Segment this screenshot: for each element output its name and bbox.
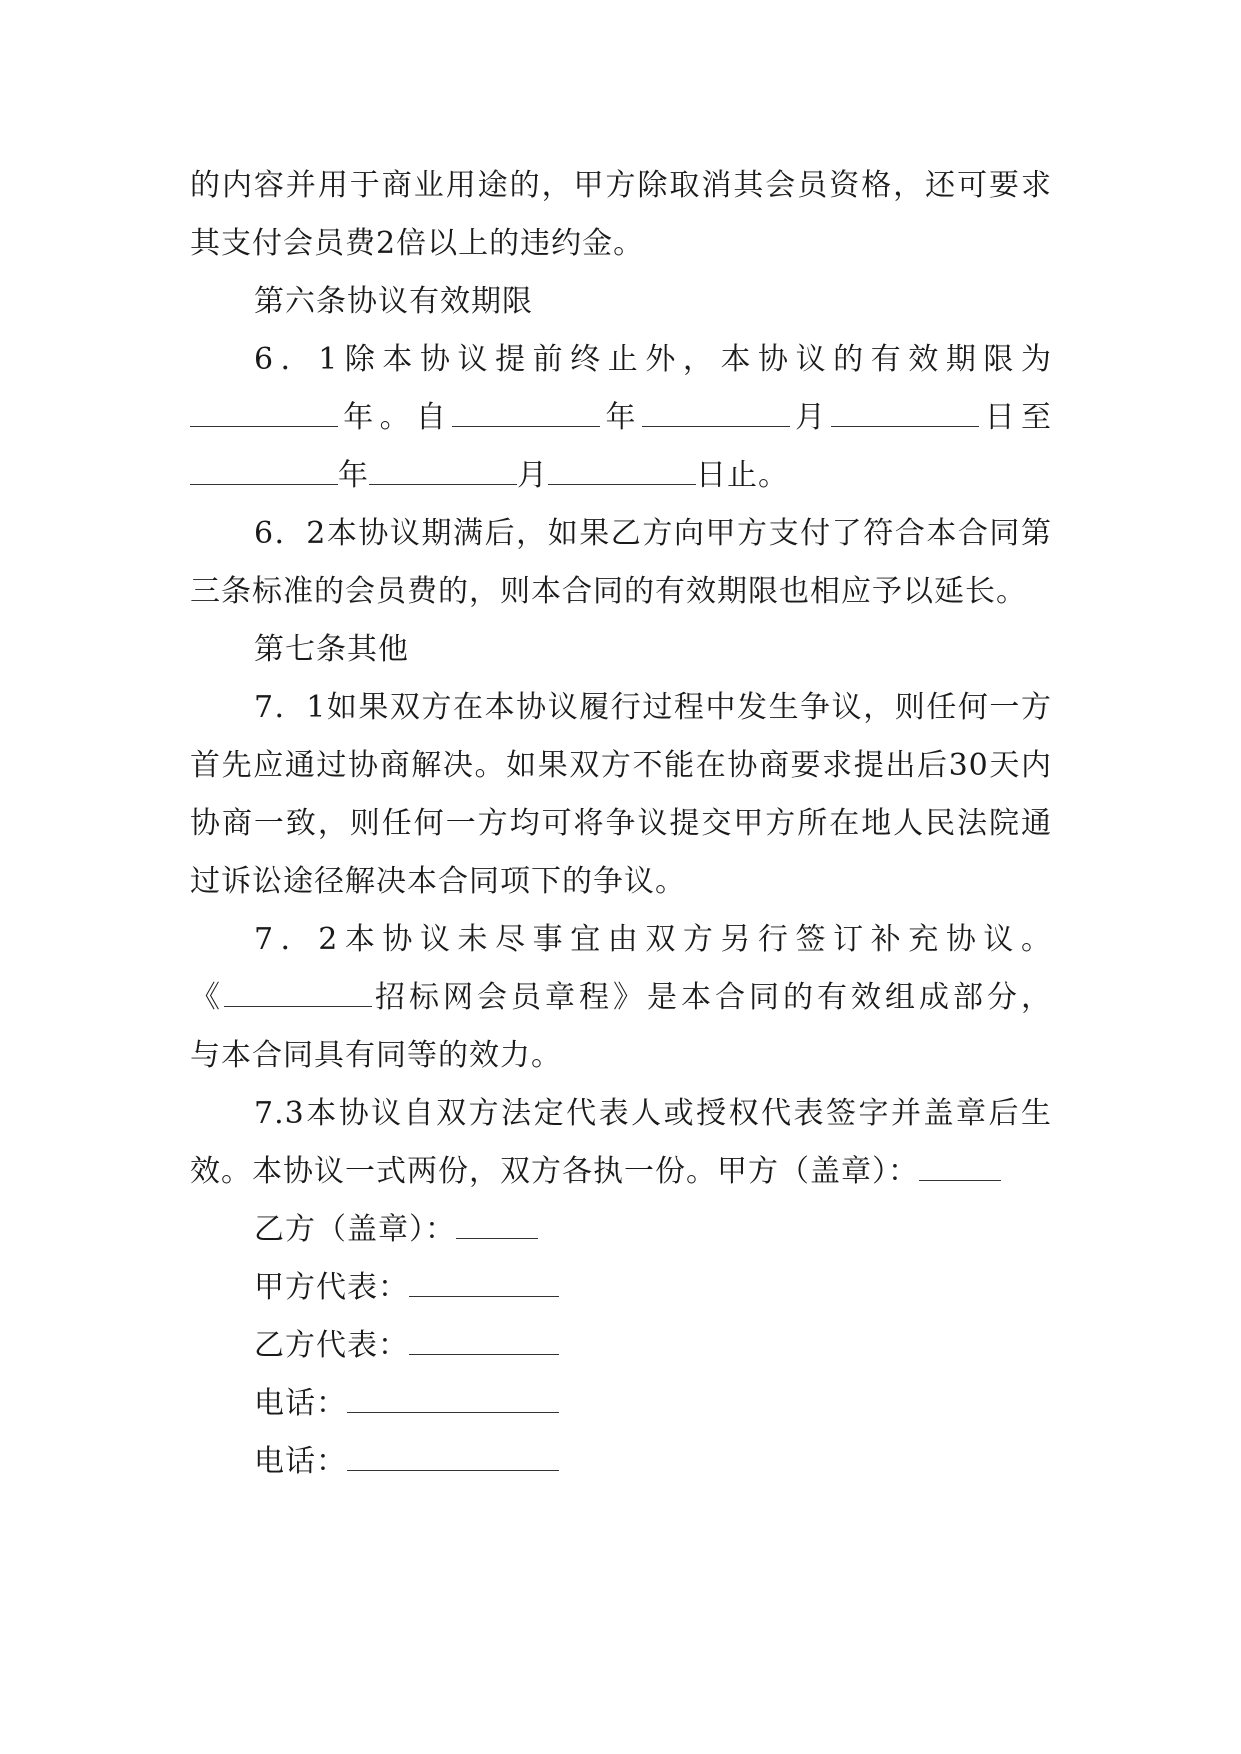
- clause-text: 6．1除本协议提前终止外，本协议的有效期限为: [254, 342, 1052, 377]
- clause-6-2: [190, 505, 1052, 621]
- party-a-seal-blank[interactable]: [919, 1154, 1001, 1181]
- signature-phone-1: [190, 1375, 1052, 1433]
- clause-text: 招标网会员章程》是本合同的有效组成部分，: [372, 980, 1052, 1015]
- clause-text: 日至: [979, 400, 1053, 435]
- clause-text: 日止。: [696, 458, 789, 493]
- document-body: [190, 157, 1052, 1491]
- end-month-blank[interactable]: [369, 458, 517, 485]
- signature-party-b-rep: [190, 1317, 1052, 1375]
- clause-7-1: [190, 679, 1052, 911]
- start-month-blank[interactable]: [642, 400, 790, 427]
- bidding-site-name-blank[interactable]: [224, 980, 372, 1007]
- phone-1-blank[interactable]: [347, 1386, 559, 1413]
- signature-party-b-seal: [190, 1201, 1052, 1259]
- signature-label: 甲方代表：: [254, 1270, 409, 1305]
- clause-text: 年: [338, 458, 369, 493]
- signature-phone-2: [190, 1433, 1052, 1491]
- end-day-blank[interactable]: [548, 458, 696, 485]
- phone-2-blank[interactable]: [347, 1444, 559, 1471]
- end-year-blank[interactable]: [190, 458, 338, 485]
- clause-text: 7.3本协议自双方法定代表人或授权代表签字并盖章后生效。本协议一式两份，双方各执一份。甲方（盖章）：: [190, 1096, 1052, 1189]
- section-heading-7: [190, 621, 1052, 679]
- clause-text: 7．2本协议未尽事宜由双方另行签订补充协议。: [254, 922, 1052, 957]
- party-b-seal-blank[interactable]: [456, 1212, 538, 1239]
- signature-label: 电话：: [254, 1386, 347, 1421]
- clause-text: 6．2本协议期满后，如果乙方向甲方支付了符合本合同第三条标准的会员费的，则本合同的有效期限也相应予以延长。: [190, 516, 1052, 609]
- clause-text: 月: [789, 400, 832, 435]
- clause-text: 《: [190, 980, 224, 1015]
- clause-7-2-line-2: [190, 969, 1052, 1027]
- start-year-blank[interactable]: [452, 400, 600, 427]
- party-b-rep-blank[interactable]: [409, 1328, 559, 1355]
- term-years-blank[interactable]: [190, 400, 338, 427]
- clause-7-2-line-1: [190, 911, 1052, 969]
- heading-text: 第七条其他: [254, 632, 409, 667]
- clause-6-1-line-2: [190, 389, 1052, 447]
- clause-7-3: [190, 1085, 1052, 1201]
- party-a-rep-blank[interactable]: [409, 1270, 559, 1297]
- clause-6-1-line-3: [190, 447, 1052, 505]
- clause-text: 年: [600, 400, 642, 435]
- clause-text: 7．1如果双方在本协议履行过程中发生争议，则任何一方首先应通过协商解决。如果双方不能在协商要求提出后30天内协商一致，则任何一方均可将争议提交甲方所在地人民法院通过诉讼途径解决本合同项下的争议。: [190, 690, 1052, 899]
- signature-label: 乙方（盖章）：: [254, 1212, 456, 1247]
- clause-6-1-line-1: [190, 331, 1052, 389]
- signature-label: 乙方代表：: [254, 1328, 409, 1363]
- clause-text: 年。自: [338, 400, 453, 435]
- paragraph-text: 的内容并用于商业用途的，甲方除取消其会员资格，还可要求其支付会员费2倍以上的违约金。: [190, 168, 1052, 261]
- heading-text: 第六条协议有效期限: [254, 284, 533, 319]
- signature-label: 电话：: [254, 1444, 347, 1479]
- clause-7-2-line-3: [190, 1027, 1052, 1085]
- paragraph-penalty: [190, 157, 1052, 273]
- clause-text: 月: [517, 458, 548, 493]
- start-day-blank[interactable]: [831, 400, 979, 427]
- section-heading-6: [190, 273, 1052, 331]
- signature-party-a-rep: [190, 1259, 1052, 1317]
- clause-text: 与本合同具有同等的效力。: [190, 1038, 562, 1073]
